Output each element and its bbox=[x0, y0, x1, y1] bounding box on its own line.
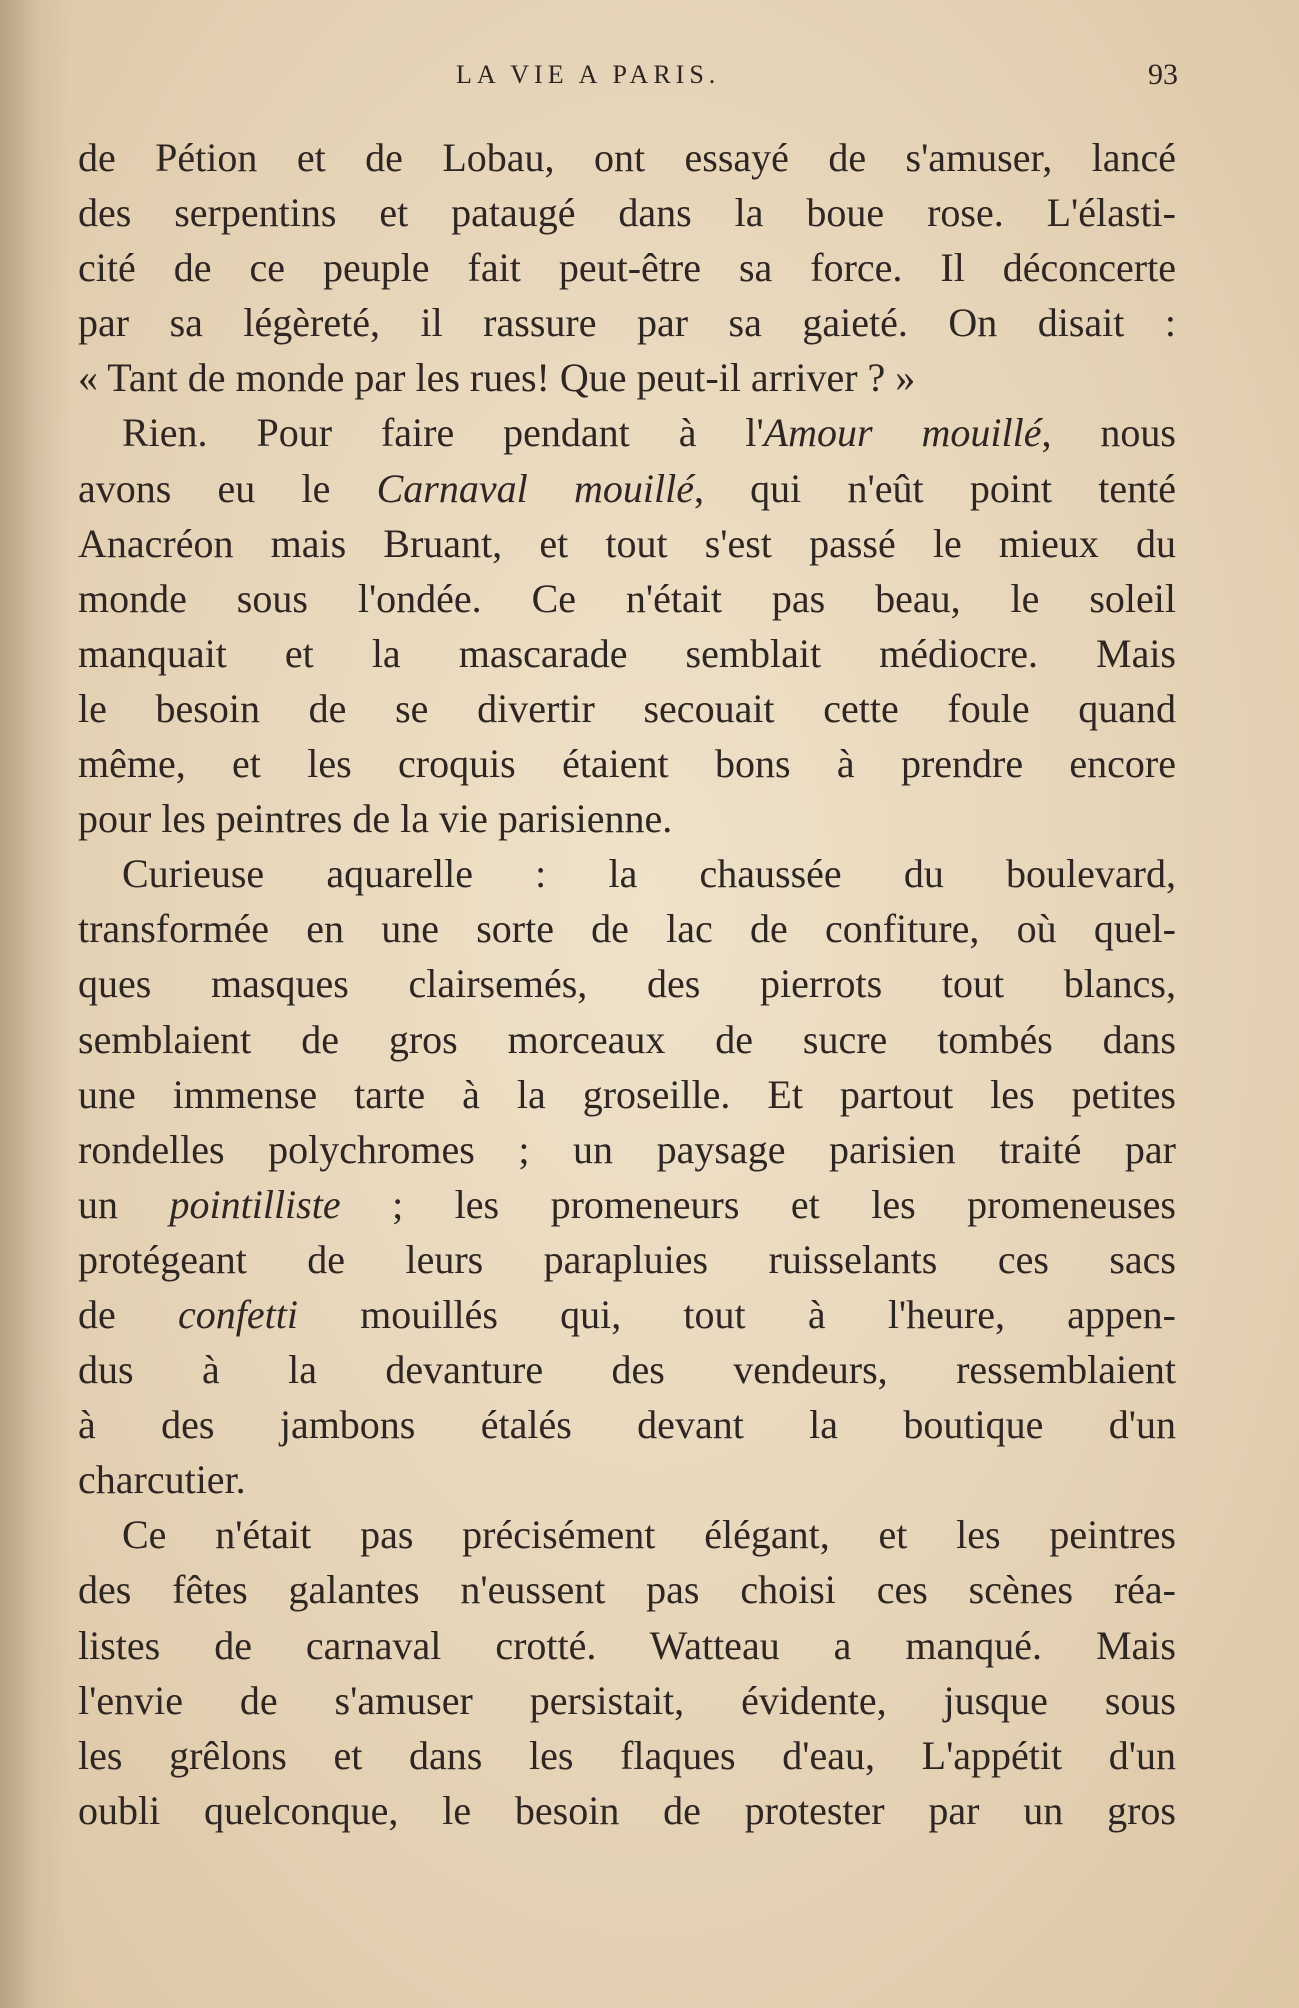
text-line bbox=[78, 1012, 1176, 1067]
text-line-content: mouillés qui, tout à l'heure, appen- bbox=[297, 1291, 1176, 1337]
text-line bbox=[78, 295, 1176, 350]
text-line-content: manquait et la mascarade semblait médiocre. Mais bbox=[78, 630, 1176, 676]
body-text bbox=[78, 130, 1176, 1838]
text-line-content: l'envie de s'amuser persistait, évidente, jusque sous bbox=[78, 1677, 1176, 1723]
text-line bbox=[78, 1397, 1176, 1452]
text-line-content: par sa légèreté, il rassure par sa gaieté. On disait : bbox=[78, 300, 1176, 346]
text-line-content: dus à la devanture des vendeurs, ressemblaient bbox=[78, 1347, 1176, 1393]
text-line bbox=[78, 1287, 1176, 1342]
text-line bbox=[78, 736, 1176, 791]
text-line-content: ; les promeneurs et les promeneuses bbox=[340, 1181, 1176, 1227]
text-line-content: les grêlons et dans les flaques d'eau, L'appétit d'un bbox=[78, 1732, 1176, 1778]
book-page bbox=[78, 48, 1176, 1948]
text-line-content: pour les peintres de la vie parisienne. bbox=[78, 796, 673, 842]
text-line-content: ques masques clairsemés, des pierrots tout blancs, bbox=[78, 961, 1176, 1007]
italic-phrase: confetti bbox=[177, 1291, 298, 1337]
text-line bbox=[78, 791, 1176, 846]
text-line bbox=[78, 571, 1176, 626]
text-line-content: Anacréon mais Bruant, et tout s'est passé le mieux du bbox=[78, 520, 1176, 566]
text-line bbox=[78, 1232, 1176, 1287]
text-line-content: rondelles polychromes ; un paysage parisien traité par bbox=[78, 1126, 1176, 1172]
text-line-content: des fêtes galantes n'eussent pas choisi ces scènes réa- bbox=[78, 1567, 1176, 1613]
text-line bbox=[78, 461, 1176, 516]
text-line-content: avons eu le bbox=[78, 465, 377, 511]
text-line bbox=[78, 956, 1176, 1011]
text-line-content: Rien. Pour faire pendant à l' bbox=[122, 410, 764, 456]
page-number: 93 bbox=[1148, 58, 1178, 91]
text-line bbox=[78, 516, 1176, 571]
text-line bbox=[78, 185, 1176, 240]
text-line bbox=[78, 350, 1176, 405]
text-line bbox=[78, 1507, 1176, 1562]
text-line bbox=[78, 1783, 1176, 1838]
text-line bbox=[78, 130, 1176, 185]
text-line-content: « Tant de monde par les rues! Que peut-il arriver ? » bbox=[78, 355, 916, 401]
text-line-content: listes de carnaval crotté. Watteau a manqué. Mais bbox=[78, 1622, 1176, 1668]
text-line bbox=[78, 1177, 1176, 1232]
text-line-content: de Pétion et de Lobau, ont essayé de s'amuser, lancé bbox=[78, 135, 1176, 180]
text-line bbox=[78, 1728, 1176, 1783]
text-line bbox=[78, 1618, 1176, 1673]
italic-phrase: Carnaval mouillé bbox=[376, 465, 694, 511]
text-line-content: charcutier. bbox=[78, 1457, 246, 1503]
text-line-content: semblaient de gros morceaux de sucre tombés dans bbox=[78, 1016, 1176, 1062]
text-line bbox=[78, 1452, 1176, 1507]
text-line bbox=[78, 1562, 1176, 1617]
text-line bbox=[78, 681, 1176, 736]
text-line-content: oubli quelconque, le besoin de protester par un gros bbox=[78, 1787, 1176, 1833]
text-line bbox=[78, 1673, 1176, 1728]
book-gutter-shadow bbox=[0, 0, 70, 2008]
text-line-content: des serpentins et pataugé dans la boue rose. L'élasti- bbox=[78, 190, 1176, 236]
text-line bbox=[78, 626, 1176, 681]
italic-phrase: pointilliste bbox=[169, 1181, 341, 1227]
text-line-content: le besoin de se divertir secouait cette foule quand bbox=[78, 685, 1176, 731]
text-line-content: Ce n'était pas précisément élégant, et les peintres bbox=[122, 1512, 1176, 1558]
text-line bbox=[78, 1342, 1176, 1397]
running-head bbox=[78, 48, 1176, 108]
text-line-content: même, et les croquis étaient bons à prendre encore bbox=[78, 741, 1176, 787]
text-line-content: de bbox=[78, 1291, 178, 1337]
text-line bbox=[78, 1122, 1176, 1177]
text-line bbox=[78, 901, 1176, 956]
text-line-content: Curieuse aquarelle : la chaussée du boulevard, bbox=[122, 851, 1176, 897]
text-line-content: transformée en une sorte de lac de confiture, où quel- bbox=[78, 906, 1176, 952]
text-line bbox=[78, 846, 1176, 901]
italic-phrase: Amour mouillé bbox=[763, 410, 1042, 456]
text-line-content: monde sous l'ondée. Ce n'était pas beau, le soleil bbox=[78, 575, 1176, 621]
text-line-content: , nous bbox=[1041, 410, 1176, 456]
text-line-content: un bbox=[78, 1181, 170, 1227]
text-line-content: protégeant de leurs parapluies ruisselants ces sacs bbox=[78, 1236, 1176, 1282]
text-line-content: une immense tarte à la groseille. Et partout les petites bbox=[78, 1071, 1176, 1117]
text-line bbox=[78, 240, 1176, 295]
text-line bbox=[78, 405, 1176, 460]
text-line bbox=[78, 1067, 1176, 1122]
text-line-content: à des jambons étalés devant la boutique d'un bbox=[78, 1402, 1176, 1448]
running-title: LA VIE A PARIS. bbox=[456, 60, 721, 89]
text-line-content: cité de ce peuple fait peut-être sa force. Il déconcerte bbox=[78, 245, 1176, 291]
text-line-content: , qui n'eût point tenté bbox=[693, 465, 1176, 511]
